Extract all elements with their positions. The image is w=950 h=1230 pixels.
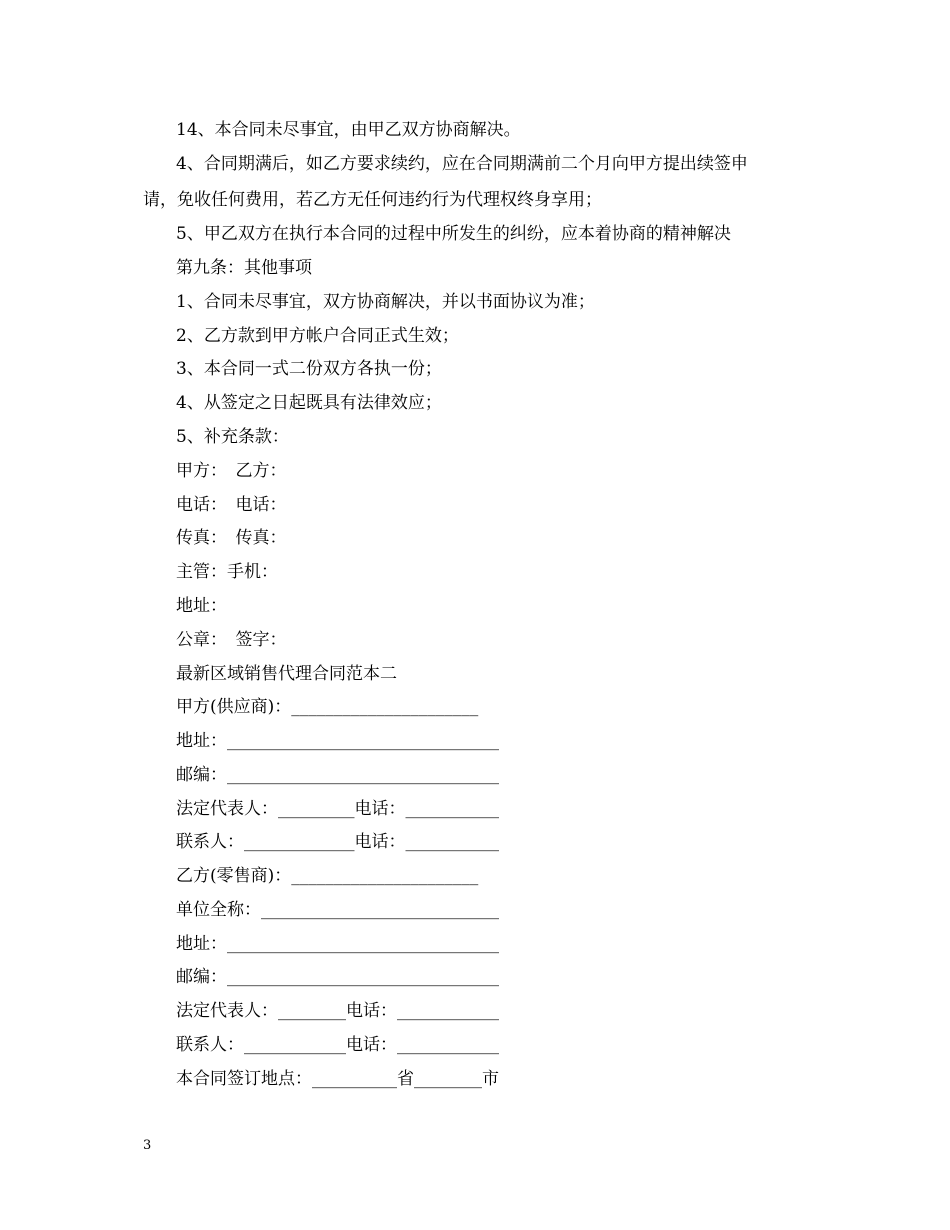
- paragraph-item-4: 4、从签定之日起既具有法律效应；: [176, 393, 442, 413]
- form-signing-location-line: 本合同签订地点：__________省________市: [176, 1069, 499, 1089]
- form-supplier-representative-line: 法定代表人：_________电话：___________: [176, 799, 499, 819]
- form-retailer-name-line: 单位全称：____________________________: [176, 900, 499, 920]
- signature-address-line: 地址：: [176, 596, 227, 616]
- paragraph-item-2: 2、乙方款到甲方帐户合同正式生效；: [176, 326, 459, 346]
- signature-fax-line: 传真： 传真：: [176, 528, 287, 548]
- form-supplier-postcode-line: 邮编：________________________________: [176, 765, 499, 785]
- paragraph-renewal-line-2: 请，免收任何费用，若乙方无任何违约行为代理权终身享用；: [143, 190, 602, 210]
- section-heading-template-2: 最新区域销售代理合同范本二: [176, 664, 397, 684]
- form-retailer-postcode-line: 邮编：________________________________: [176, 967, 499, 987]
- form-retailer-representative-line: 法定代表人：________电话：____________: [176, 1001, 499, 1021]
- form-retailer-address-line: 地址：________________________________: [176, 934, 499, 954]
- signature-seal-line: 公章： 签字：: [176, 630, 287, 650]
- paragraph-item-5: 5、补充条款：: [176, 427, 289, 447]
- form-retailer-line: 乙方(零售商)：______________________: [176, 866, 479, 886]
- paragraph-item-1: 1、合同未尽事宜，双方协商解决，并以书面协议为准；: [176, 292, 595, 312]
- signature-party-line: 甲方： 乙方：: [176, 461, 287, 481]
- form-supplier-address-line: 地址：________________________________: [176, 731, 499, 751]
- form-supplier-line: 甲方(供应商)：______________________: [176, 697, 479, 717]
- paragraph-item-3: 3、本合同一式二份双方各执一份；: [176, 359, 442, 379]
- paragraph-renewal-line-1: 4、合同期满后，如乙方要求续约，应在合同期满前二个月向甲方提出续签申: [176, 154, 748, 174]
- section-heading-article-9: 第九条：其他事项: [176, 258, 312, 278]
- page-number: 3: [143, 1138, 152, 1153]
- signature-phone-line: 电话： 电话：: [176, 495, 287, 515]
- form-retailer-contact-line: 联系人：____________电话：____________: [176, 1035, 499, 1055]
- paragraph-clause-14: 14、本合同未尽事宜，由甲乙双方协商解决。: [176, 120, 521, 140]
- signature-manager-line: 主管：手机：: [176, 562, 278, 582]
- form-supplier-contact-line: 联系人：_____________电话：___________: [176, 832, 499, 852]
- paragraph-dispute: 5、甲乙双方在执行本合同的过程中所发生的纠纷，应本着协商的精神解决: [176, 224, 731, 244]
